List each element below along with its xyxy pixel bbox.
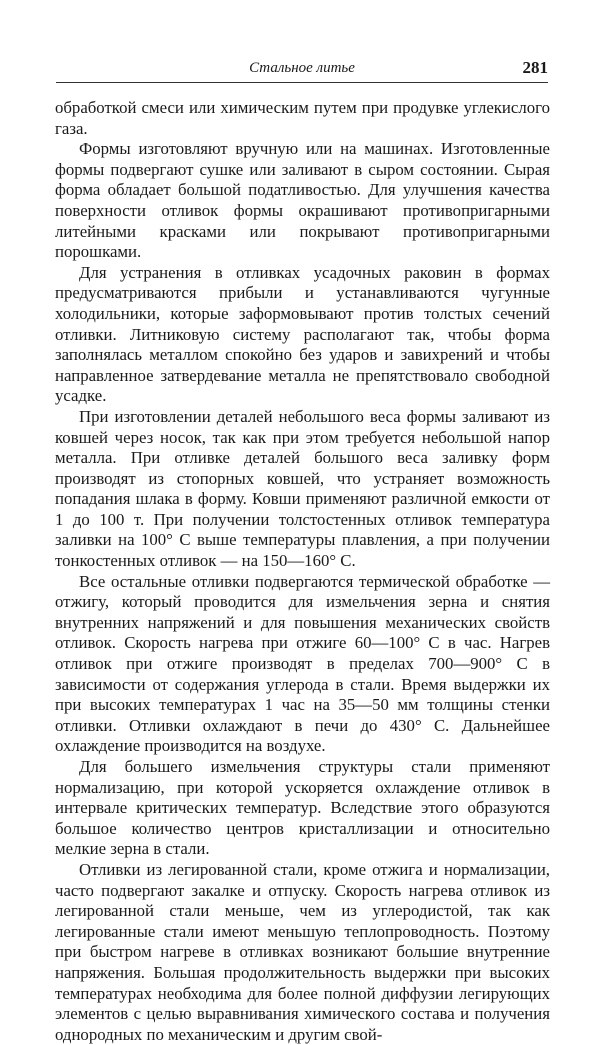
- paragraph: Для большего измельчения структуры стали применяют нормализацию, при которой ускоряется охлаждение отливок в интервале критических температур. Вследствие этого образуются большое количество центров кристаллизации и относительно мелкие зерна в стали.: [55, 757, 550, 859]
- paragraph: Все остальные отливки подвергаются термической обработке — отжигу, который проводится для измельчения зерна и снятия внутренних напряжений и для повышения механических свойств отливок. Скорость нагрева при отжиге 60—100° С в час. Нагрев отливок при отжиге производят в пределах 700—900° С в зависимости от содержания углерода в стали. Время выдержки их при высоких температурах 1 час на 35—50 мм толщины стенки отливки. Отливки охлаждают в печи до 430° С. Дальнейшее охлаждение производится на воздухе.: [55, 571, 550, 756]
- paragraph: Формы изготовляют вручную или на машинах. Изготовленные формы подвергают сушке или заливают в сыром состоянии. Сырая форма обладает большой податливостью. Для улучшения качества поверхности отливок формы окрашивают противопригарными литейными красками или покрывают противопригарными порошками.: [55, 139, 550, 262]
- body-text: [55, 98, 550, 1045]
- page-header: [56, 52, 548, 82]
- paragraph: Для устранения в отливках усадочных раковин в формах предусматриваются прибыли и устанавливаются чугунные холодильники, которые заформовывают против толстых сечений отливки. Литниковую систему располагают так, чтобы форма заполнялась металлом спокойно без ударов и завихрений и чтобы направленное затвердевание металла не препятствовало свободной усадке.: [55, 262, 550, 406]
- paragraph: Отливки из легированной стали, кроме отжига и нормализации, часто подвергают закалке и отпуску. Скорость нагрева отливок из легированной стали меньше, чем из углеродистой, так как легированные стали имеют меньшую теплопроводность. Поэтому при быстром нагреве в отливках возникают большие внутренние напряжения. Большая продолжительность выдержки при высоких температурах необходима для более полной диффузии легирующих элементов с целью выравнивания химического состава и получения однородных по механическим и другим свой-: [55, 859, 550, 1044]
- page-number: 281: [522, 58, 548, 77]
- paragraph: При изготовлении деталей небольшого веса формы заливают из ковшей через носок, так как при этом требуется небольшой напор металла. При отливке деталей большого веса заливку форм производят из стопорных ковшей, что устраняет возможность попадания шлака в форму. Ковши применяют различной емкости от 1 до 100 т. При получении толстостенных отливок температура заливки на 100° С выше температуры плавления, а при получении тонкостенных отливок — на 150—160° С.: [55, 406, 550, 571]
- paragraph-continuation: обработкой смеси или химическим путем при продувке углекислого газа.: [55, 98, 550, 138]
- header-rule: [56, 82, 548, 83]
- running-title: Стальное литье: [249, 60, 355, 76]
